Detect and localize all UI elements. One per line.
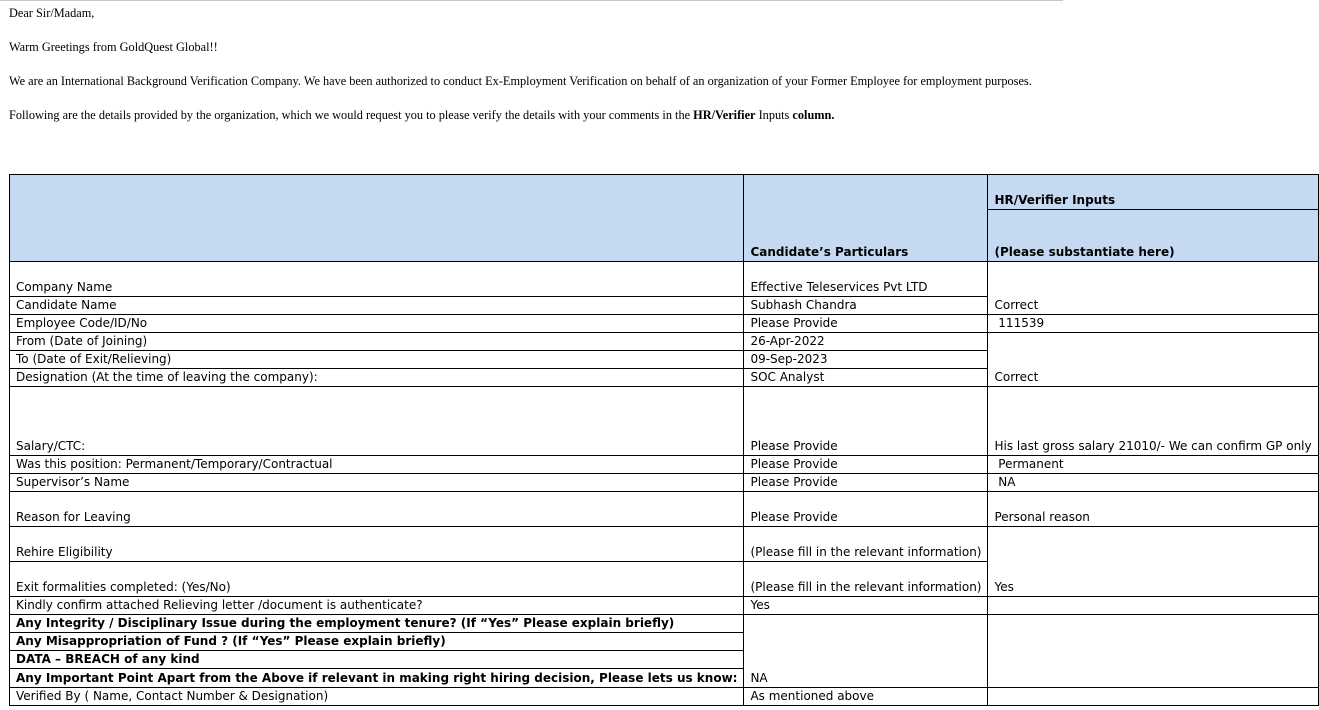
row-position-hr[interactable]: Permanent	[988, 456, 1318, 474]
row-to-label: To (Date of Exit/Relieving)	[10, 351, 744, 369]
row-from-value: 26-Apr-2022	[744, 333, 988, 351]
request-mid: Inputs	[755, 108, 793, 122]
row-candidate-hr[interactable]: Correct	[988, 262, 1318, 315]
row-rehire-value: (Please fill in the relevant information)	[744, 527, 988, 562]
row-candidate-value: Subhash Chandra	[744, 297, 988, 315]
row-from-label: From (Date of Joining)	[10, 333, 744, 351]
row-verified-hr[interactable]	[988, 688, 1318, 706]
row-position-label: Was this position: Permanent/Temporary/Contractual	[10, 456, 744, 474]
row-salary-label: Salary/CTC:	[10, 387, 744, 456]
row-exit-label: Exit formalities completed: (Yes/No)	[10, 562, 744, 597]
header-hr-substantiate: (Please substantiate here)	[988, 210, 1318, 262]
request-prefix: Following are the details provided by the organization, which we would request you to please verify the details with your comments in the	[9, 108, 694, 122]
header-candidate-particulars: Candidate’s Particulars	[744, 175, 988, 262]
top-divider	[0, 0, 1063, 1]
row-integrity-label: Any Integrity / Disciplinary Issue during the employment tenure? (If “Yes” Please explain briefly)	[10, 615, 744, 633]
request-paragraph	[9, 107, 834, 123]
row-designation-value: SOC Analyst	[744, 369, 988, 387]
row-reason-value: Please Provide	[744, 492, 988, 527]
intro-paragraph: We are an International Background Verification Company. We have been authorized to conduct Ex-Employment Verification on behalf of an organization of your Former Employee for employment purposes.	[9, 74, 1032, 88]
row-to-value: 09-Sep-2023	[744, 351, 988, 369]
row-emp-code-value: Please Provide	[744, 315, 988, 333]
row-exit-hr[interactable]: Yes	[988, 527, 1318, 597]
header-hr-verifier-inputs: HR/Verifier Inputs	[988, 175, 1318, 210]
row-salary-value: Please Provide	[744, 387, 988, 456]
greeting: Dear Sir/Madam,	[9, 6, 95, 20]
row-designation-label: Designation (At the time of leaving the company):	[10, 369, 744, 387]
warm-greetings: Warm Greetings from GoldQuest Global!!	[9, 40, 218, 54]
row-important-value: NA	[744, 615, 988, 688]
row-reason-hr[interactable]: Personal reason	[988, 492, 1318, 527]
request-bold: HR/Verifier	[693, 108, 756, 122]
row-candidate-label: Candidate Name	[10, 297, 744, 315]
row-verified-label: Verified By ( Name, Contact Number & Designation)	[10, 688, 744, 706]
row-supervisor-value: Please Provide	[744, 474, 988, 492]
row-relieving-hr[interactable]	[988, 597, 1318, 615]
row-company-value: Effective Teleservices Pvt LTD	[744, 262, 988, 297]
row-relieving-value: Yes	[744, 597, 988, 615]
row-verified-value: As mentioned above	[744, 688, 988, 706]
row-supervisor-hr[interactable]: NA	[988, 474, 1318, 492]
row-company-label: Company Name	[10, 262, 744, 297]
row-misappropriation-label: Any Misappropriation of Fund ? (If “Yes” Please explain briefly)	[10, 633, 744, 651]
row-breach-label: DATA – BREACH of any kind	[10, 651, 744, 669]
header-blank	[10, 175, 744, 262]
row-important-label: Any Important Point Apart from the Above if relevant in making right hiring decision, Please lets us know:	[10, 669, 744, 688]
row-position-value: Please Provide	[744, 456, 988, 474]
row-emp-code-label: Employee Code/ID/No	[10, 315, 744, 333]
row-salary-hr[interactable]: His last gross salary 21010/- We can confirm GP only	[988, 387, 1318, 456]
row-emp-code-hr[interactable]: 111539	[988, 315, 1318, 333]
row-relieving-label: Kindly confirm attached Relieving letter /document is authenticate?	[10, 597, 744, 615]
row-supervisor-label: Supervisor’s Name	[10, 474, 744, 492]
row-reason-label: Reason for Leaving	[10, 492, 744, 527]
request-suffix: column.	[792, 108, 835, 122]
row-designation-hr[interactable]: Correct	[988, 333, 1318, 387]
row-important-hr[interactable]	[988, 615, 1318, 688]
verification-table	[9, 174, 1319, 706]
row-exit-value: (Please fill in the relevant information)	[744, 562, 988, 597]
row-rehire-label: Rehire Eligibility	[10, 527, 744, 562]
